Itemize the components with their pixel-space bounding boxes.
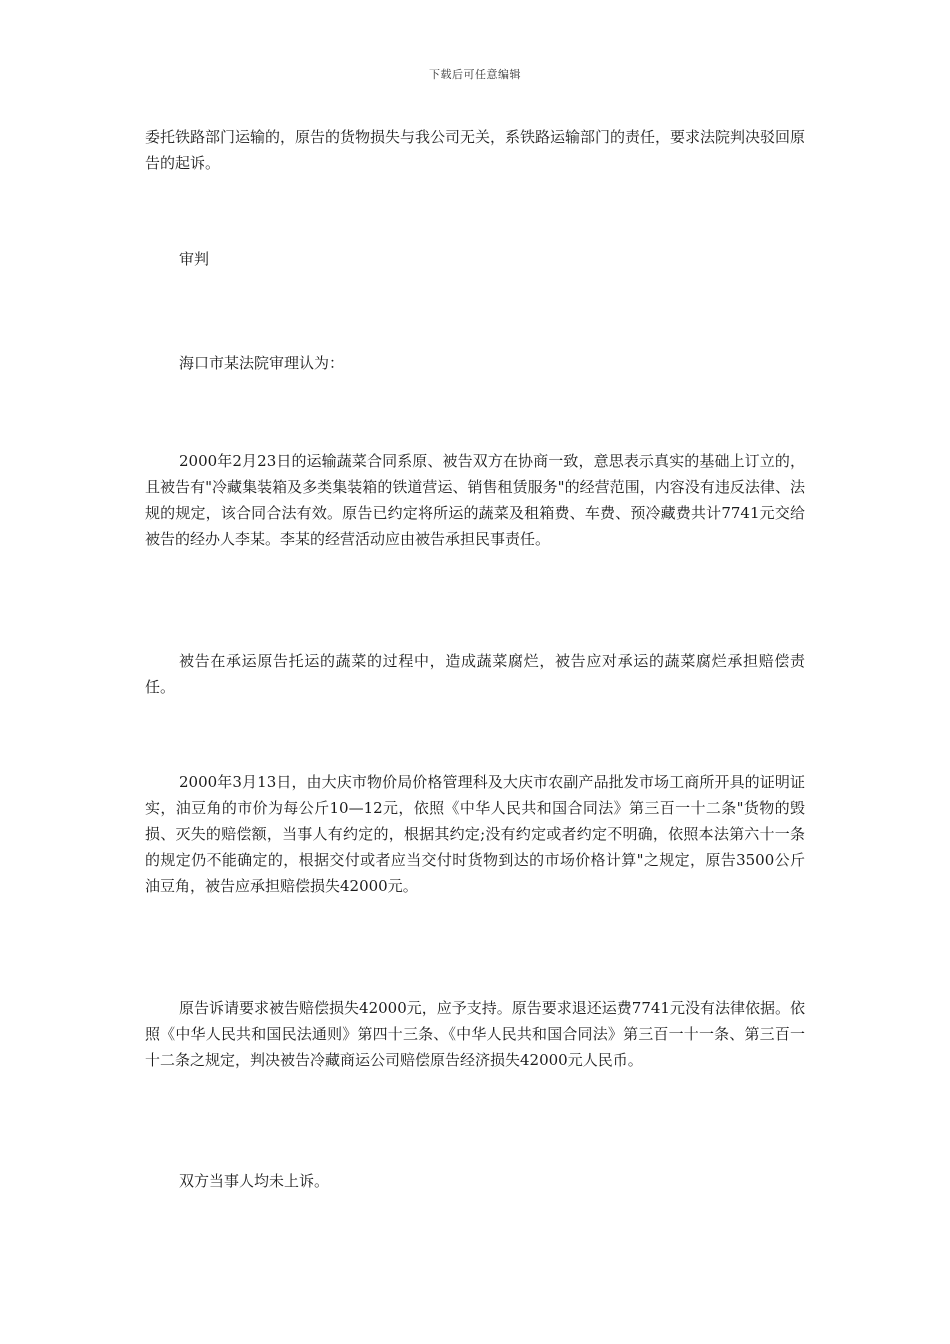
paragraph-no-appeal: 双方当事人均未上诉。 <box>179 1172 330 1190</box>
paragraph-market-price: 2000年3月13日，由大庆市物价局价格管理科及大庆市农副产品批发市场工商所开具的证明证实，油豆角的市价为每公斤10—12元，依照《中华人民共和国合同法》第三百一十二条"货物的毁损、灭失的赔偿额，当事人有约定的，根据其约定;没有约定或者约定不明确，依照本法第六十一条的规定仍不能确定的，根据交付或者应当交付时货物到达的市场价格计算"之规定，原告3500公斤油豆角，被告应承担赔偿损失42000元。 <box>145 773 805 895</box>
paragraph-liability: 被告在承运原告托运的蔬菜的过程中，造成蔬菜腐烂，被告应对承运的蔬菜腐烂承担赔偿责任。 <box>145 652 805 696</box>
section-heading-trial: 审判 <box>179 250 210 268</box>
paragraph-court-opinion-intro: 海口市某法院审理认为： <box>179 354 345 372</box>
header-note: 下载后可任意编辑 <box>429 68 521 81</box>
paragraph-continuation: 委托铁路部门运输的，原告的货物损失与我公司无关，系铁路运输部门的责任，要求法院判决驳回原告的起诉。 <box>145 128 806 172</box>
paragraph-judgment: 原告诉请要求被告赔偿损失42000元，应予支持。原告要求退还运费7741元没有法律依据。依照《中华人民共和国民法通则》第四十三条、《中华人民共和国合同法》第三百一十一条、第三百一十二条之规定，判决被告冷藏商运公司赔偿原告经济损失42000元人民币。 <box>145 999 805 1069</box>
paragraph-contract-validity: 2000年2月23日的运输蔬菜合同系原、被告双方在协商一致，意思表示真实的基础上订立的，且被告有"冷藏集装箱及多类集装箱的铁道营运、销售租赁服务"的经营范围，内容没有违反法律、法规的规定，该合同合法有效。原告已约定将所运的蔬菜及租箱费、车费、预冷藏费共计7741元交给被告的经办人李某。李某的经营活动应由被告承担民事责任。 <box>145 452 805 548</box>
